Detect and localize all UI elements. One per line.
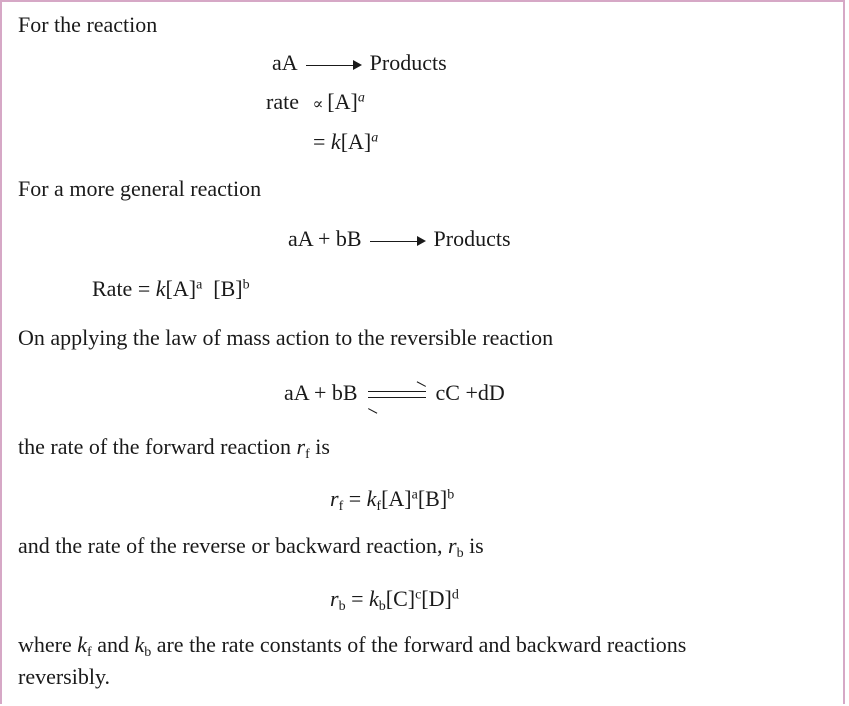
reactants-aA-bB: aA + bB [288,226,362,251]
equals-sign: = [313,129,326,154]
equals-sign: = [351,586,364,611]
equals-sign: = [348,486,362,511]
rate-label: rate [266,89,299,114]
reaction-arrow-icon [306,60,362,70]
text-backward-rate: and the rate of the reverse or backward reaction, $r_b$ is [18,533,484,562]
equation-backward-rate: $r_b = k_b[C]^c[D]^d$ [330,586,459,615]
forward-rate-is: is [315,434,330,459]
backward-rate-text: and the rate of the reverse or backward reaction, [18,533,443,558]
equation-rate-proportional: rate ∝ $[A]^a$ [266,89,365,114]
products-label: Products [369,50,447,75]
products-label: Products [433,226,511,251]
equation-forward-rate: $r_f = k_f[A]^a[B]^b$ [330,486,455,515]
equation-general-rate: Rate = $k[A]^a$ $[B]^b$ [92,276,250,301]
rate-label: Rate [92,276,133,301]
text-forward-rate: the rate of the forward reaction $r_f$ is [18,434,330,463]
text-mass-action: On applying the law of mass action to the reversible reaction [18,325,554,350]
where-text: where [18,632,72,657]
equation-general-reaction [288,226,511,252]
reaction-arrow-icon [370,236,426,246]
text-for-the-reaction: For the reaction [18,12,158,37]
forward-rate-text: the rate of the forward reaction [18,434,292,459]
equals-sign: = [137,276,151,301]
reactant-aA: aA [272,50,298,75]
text-reversibly: reversibly. [18,664,111,689]
rate-constants-text: are the rate constants of the forward and backward reactions [156,632,687,657]
equation-reversible-reaction [284,380,505,406]
backward-rate-is: is [469,533,484,558]
equilibrium-arrow-icon [368,388,426,402]
reactants-aA-bB: aA + bB [284,380,358,405]
proportional-symbol: ∝ [312,96,324,113]
equation-simple-reaction [272,50,447,76]
text-rate-constants: where $k_f$ and $k_b$ are the rate constants of the forward and backward reactions [18,632,687,661]
and-text: and [97,632,129,657]
products-cC-dD: cC +dD [435,380,505,405]
text-general-reaction: For a more general reaction [18,176,262,201]
equation-rate-constant: = $k[A]^a$ [313,129,379,154]
